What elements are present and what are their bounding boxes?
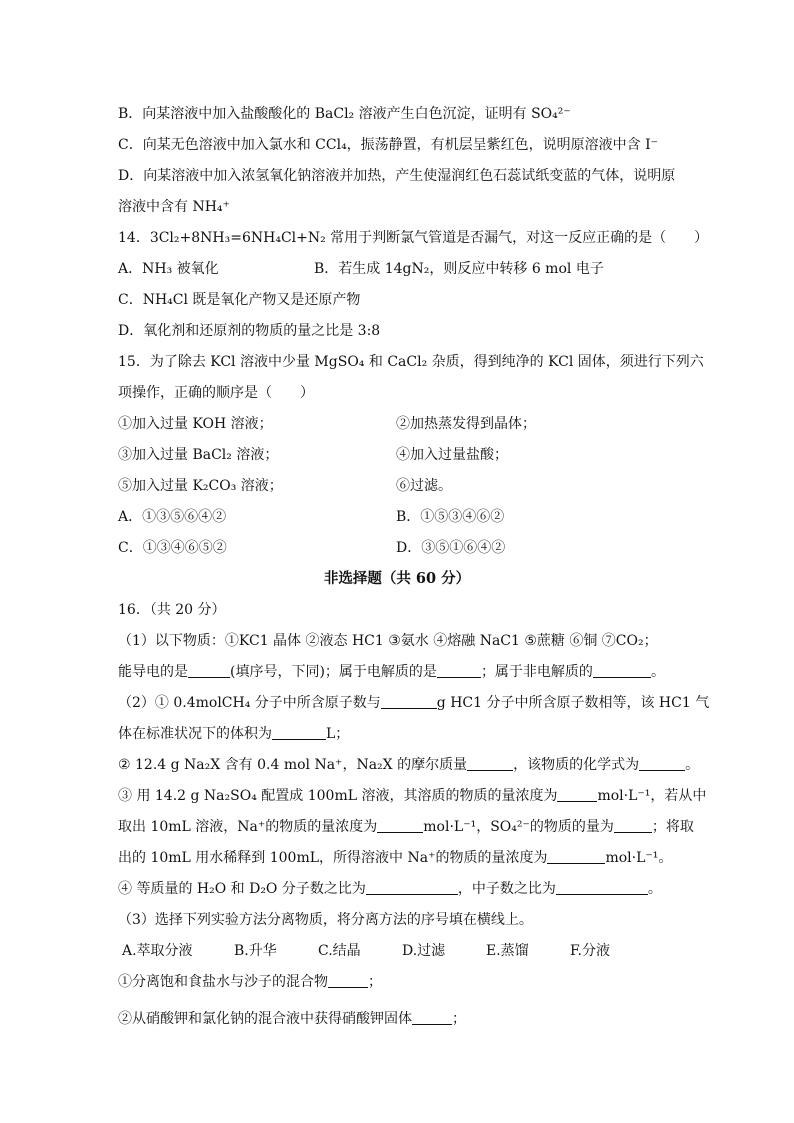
text: 能导电的是	[118, 664, 188, 680]
text: （2）① 0.4molCH₄ 分子中所含原子数与	[118, 695, 381, 711]
q15-option-d: D．③⑤①⑥④②	[396, 540, 506, 556]
q16-part1-line2	[118, 662, 665, 682]
q15-option-a: A．①③⑤⑥④②	[118, 509, 227, 525]
q15-operation-4: ④加入过量盐酸；	[396, 447, 508, 463]
answer-blank[interactable]	[593, 663, 651, 678]
text: mol·L⁻¹，SO₄²⁻的物质的量为	[423, 819, 614, 835]
method-d: D.过滤	[402, 943, 446, 959]
q15-operation-3: ③加入过量 BaCl₂ 溶液；	[118, 447, 279, 463]
text: 出的 10mL 用水稀释到 100mL，所得溶液中 Na⁺的物质的量浓度为	[118, 850, 548, 866]
q15-operation-1: ①加入过量 KOH 溶液；	[118, 416, 273, 432]
method-c: C.结晶	[318, 943, 361, 959]
answer-blank[interactable]	[328, 973, 368, 988]
section-title: 非选择题（共 60 分）	[323, 570, 471, 587]
text: ② 12.4 g Na₂X 含有 0.4 mol Na⁺，Na₂X 的摩尔质量	[118, 757, 468, 773]
q13-option-d-line2: 溶液中含有 NH₄⁺	[118, 199, 230, 215]
text: ；	[452, 1011, 466, 1027]
q14-stem: 14．3Cl₂+8NH₃=6NH₄Cl+N₂ 常用于判断氯气管道是否漏气，对这一反应正确的是（ ）	[118, 230, 709, 246]
answer-blank[interactable]	[556, 880, 648, 895]
q15-option-c: C．①③④⑥⑤②	[118, 540, 227, 556]
answer-blank[interactable]	[412, 1010, 452, 1025]
method-e: E.蒸馏	[486, 943, 529, 959]
q15-operation-5: ⑤加入过量 K₂CO₃ 溶液；	[118, 478, 283, 494]
text: ④ 等质量的 H₂O 和 D₂O 分子数之比为	[118, 881, 366, 897]
answer-blank[interactable]	[381, 694, 437, 709]
answer-blank[interactable]	[188, 663, 230, 678]
q16-part3-item2	[118, 1009, 466, 1029]
answer-blank[interactable]	[437, 663, 481, 678]
text: ，中子数之比为	[457, 881, 556, 897]
answer-blank[interactable]	[272, 725, 326, 740]
text: 。	[650, 664, 665, 680]
q13-option-c: C．向某无色溶液中加入氯水和 CCl₄，振荡静置，有机层呈紫红色，说明原溶液中含 I⁻	[118, 137, 659, 153]
q16-part2-item2	[118, 755, 699, 775]
text: ；属于非电解质的	[480, 664, 593, 680]
text: ，该物质的化学式为	[513, 757, 640, 773]
answer-blank[interactable]	[557, 787, 597, 802]
text: ③ 用 14.2 g Na₂SO₄ 配置成 100mL 溶液，其溶质的物质的量浓度为	[118, 788, 558, 804]
text: 。	[685, 757, 700, 773]
q16-part3-item1	[118, 972, 382, 992]
text: 取出 10mL 溶液，Na⁺的物质的量浓度为	[118, 819, 378, 835]
q16-part2-item3-line3	[118, 848, 672, 868]
q14-option-b: B．若生成 14gN₂，则反应中转移 6 mol 电子	[314, 261, 604, 277]
text: g HC1 分子中所含原子数相等，该 HC1 气	[436, 695, 710, 711]
q15-stem-line1: 15．为了除去 KCl 溶液中少量 MgSO₄ 和 CaCl₂ 杂质，得到纯净的 KCl 固体，须进行下列六	[118, 354, 704, 370]
q13-option-b: B．向某溶液中加入盐酸酸化的 BaCl₂ 溶液产生白色沉淀，证明有 SO₄²⁻	[118, 106, 571, 122]
q15-stem-line2: 项操作，正确的顺序是（ ）	[118, 385, 314, 401]
text: L；	[326, 726, 350, 742]
q13-option-d-line1: D．向某溶液中加入浓氢氧化钠溶液并加热，产生使湿润红色石蕊试纸变蓝的气体，说明原	[118, 168, 676, 184]
q15-operation-6: ⑥过滤。	[396, 478, 452, 494]
q16-part2-item3-line2	[118, 817, 694, 837]
q16-part2-item3-line1	[118, 786, 706, 806]
answer-blank[interactable]	[467, 756, 513, 771]
q14-option-d: D．氧化剂和还原剂的物质的量之比是 3:8	[118, 323, 381, 339]
answer-blank[interactable]	[377, 818, 423, 833]
q15-option-b: B．①⑤③④⑥②	[396, 509, 505, 525]
text: ；	[368, 974, 382, 990]
q14-option-a: A．NH₃ 被氧化	[118, 261, 219, 277]
text: (填序号，下同)；属于电解质的是	[230, 664, 437, 680]
answer-blank[interactable]	[547, 849, 605, 864]
answer-blank[interactable]	[614, 818, 652, 833]
method-a: A.萃取分液	[122, 943, 193, 959]
text: 体在标准状况下的体积为	[118, 726, 272, 742]
q16-part2-item4	[118, 879, 662, 899]
answer-blank[interactable]	[639, 756, 685, 771]
method-f: F.分液	[570, 943, 610, 959]
q16-part3-stem: （3）选择下列实验方法分离物质，将分离方法的序号填在横线上。	[118, 912, 533, 928]
q16-part2-line1	[118, 693, 709, 713]
text: mol·L⁻¹，若从中	[597, 788, 707, 804]
text: 。	[647, 881, 662, 897]
q14-option-c: C．NH₄Cl 既是氧化产物又是还原产物	[118, 292, 361, 308]
q15-operation-2: ②加热蒸发得到晶体；	[396, 416, 536, 432]
text: ；将取	[651, 819, 694, 835]
answer-blank[interactable]	[366, 880, 458, 895]
method-b: B.升华	[234, 943, 277, 959]
text: mol·L⁻¹。	[605, 850, 673, 866]
text: ②从硝酸钾和氯化钠的混合液中获得硝酸钾固体	[118, 1011, 412, 1027]
q16-stem: 16．（共 20 分）	[118, 602, 226, 618]
q16-part2-line2	[118, 724, 349, 744]
q16-part1-line1: （1）以下物质：①KC1 晶体 ②液态 HC1 ③氨水 ④熔融 NaC1 ⑤蔗糖 ⑥铜 ⑦CO₂；	[118, 633, 658, 649]
text: ①分离饱和食盐水与沙子的混合物	[118, 974, 328, 990]
